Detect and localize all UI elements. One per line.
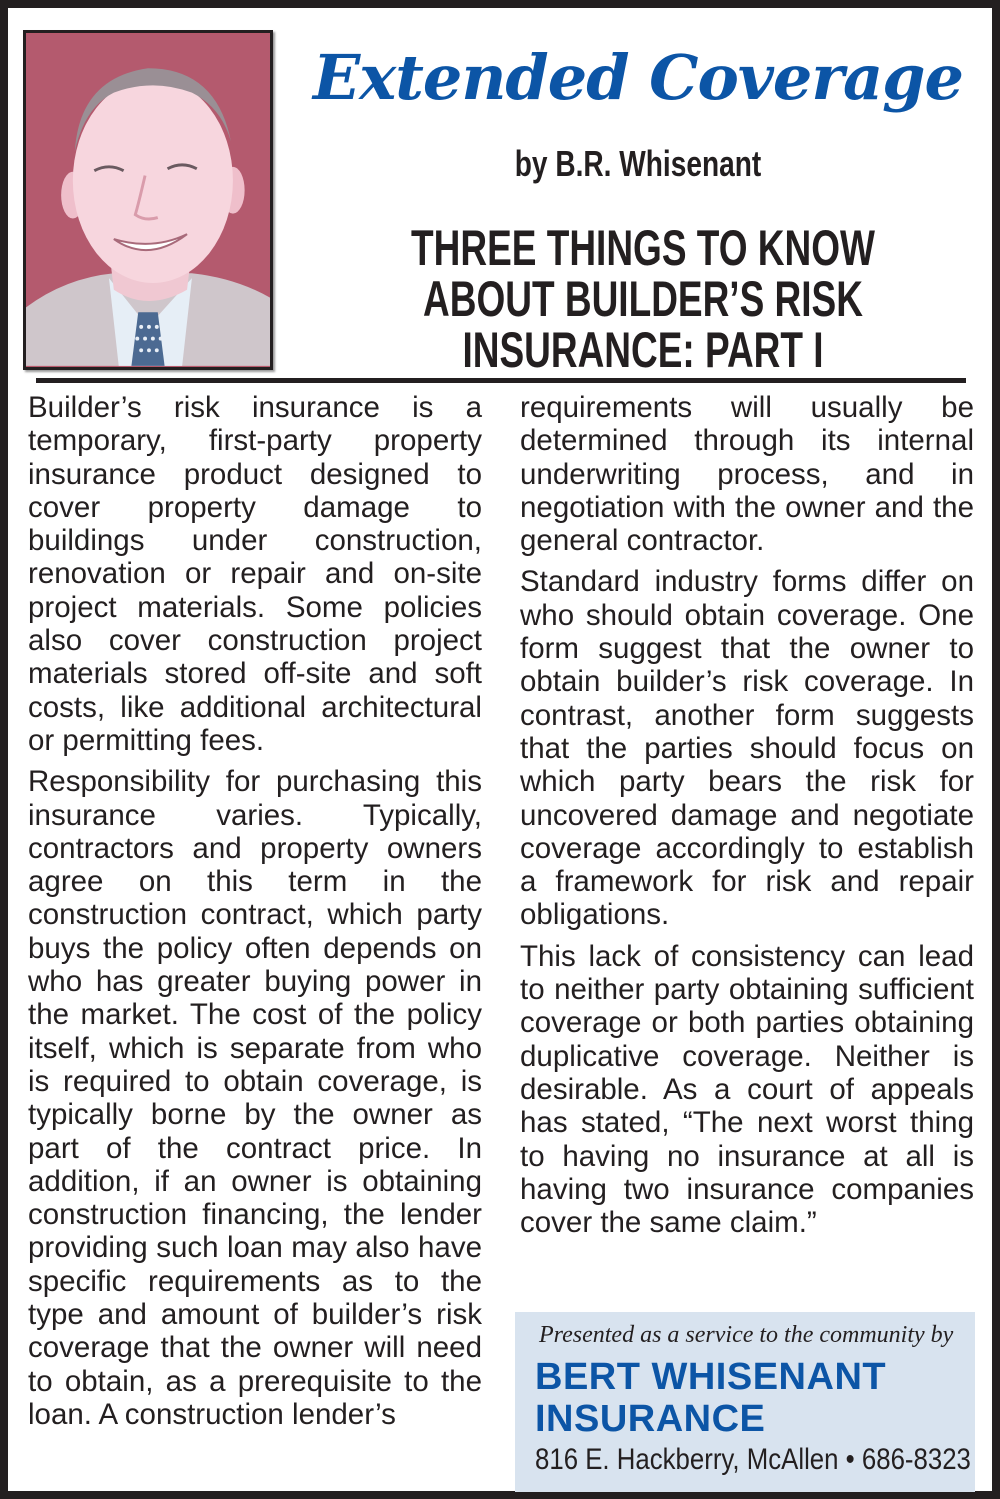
sponsor-address: 816 E. Hackberry, McAllen • 686-8323 xyxy=(535,1443,971,1476)
author-portrait-image xyxy=(26,33,270,367)
sponsor-name xyxy=(535,1356,975,1440)
paragraph: Builder’s risk insurance is a temporary, first-party property insurance product designed to cover property damage to buildings under construction, renovation or repair and on-site project materials. Some policies also cover construction project materials stored off-site and soft costs, like additional architectural or permitting fees. xyxy=(28,391,482,757)
paragraph: This lack of consistency can lead to neither party obtaining sufficient coverage or both parties obtaining duplicative coverage. Neither is desirable. As a court of appeals has stated, “The next worst thing to having no insurance at all is having two insurance companies cover the same claim.” xyxy=(520,939,974,1240)
byline: by B.R. Whisenant xyxy=(514,143,762,184)
paragraph: Responsibility for purchasing this insurance varies. Typically, contractors and property owners agree on this term in the construction contract, which party buys the policy often depends on who has greater buying power in the market. The cost of the policy itself, which is separate from who is required to obtain coverage, is typically borne by the owner as part of the contract price. In addition, if an owner is obtaining construction financing, the lender providing such loan may also have specific requirements as to the type and amount of builder’s risk coverage that the owner will need to obtain, as a prerequisite to the loan. A construction lender’s xyxy=(28,765,482,1431)
sponsor-box xyxy=(515,1312,975,1492)
headline-line: THREE THINGS TO KNOW xyxy=(411,220,875,276)
column-title: Extended Coverage xyxy=(313,41,963,114)
sponsor-name-line: BERT WHISENANT xyxy=(535,1356,887,1398)
sponsor-intro: Presented as a service to the community by xyxy=(539,1322,954,1348)
headline-line: INSURANCE: PART I xyxy=(462,322,824,378)
paragraph: requirements will usually be determined through its internal underwriting process, and in negotiation with the owner and the general contractor. xyxy=(520,391,974,558)
headline-divider xyxy=(36,378,966,383)
newspaper-column-page xyxy=(8,8,992,1491)
author-photo xyxy=(23,30,273,370)
sponsor-name-line: INSURANCE xyxy=(535,1398,766,1440)
article-headline xyxy=(395,220,891,378)
headline-line: ABOUT BUILDER’S RISK xyxy=(423,271,863,327)
article-column-left xyxy=(28,391,482,1439)
paragraph: Standard industry forms differ on who should obtain coverage. One form suggest that the owner to obtain builder’s risk coverage. In contrast, another form suggests that the parties should focus on which party bears the risk for uncovered damage and negotiate coverage accordingly to establish a framework for risk and repair obligations. xyxy=(520,565,974,932)
article-column-right xyxy=(520,391,974,1247)
